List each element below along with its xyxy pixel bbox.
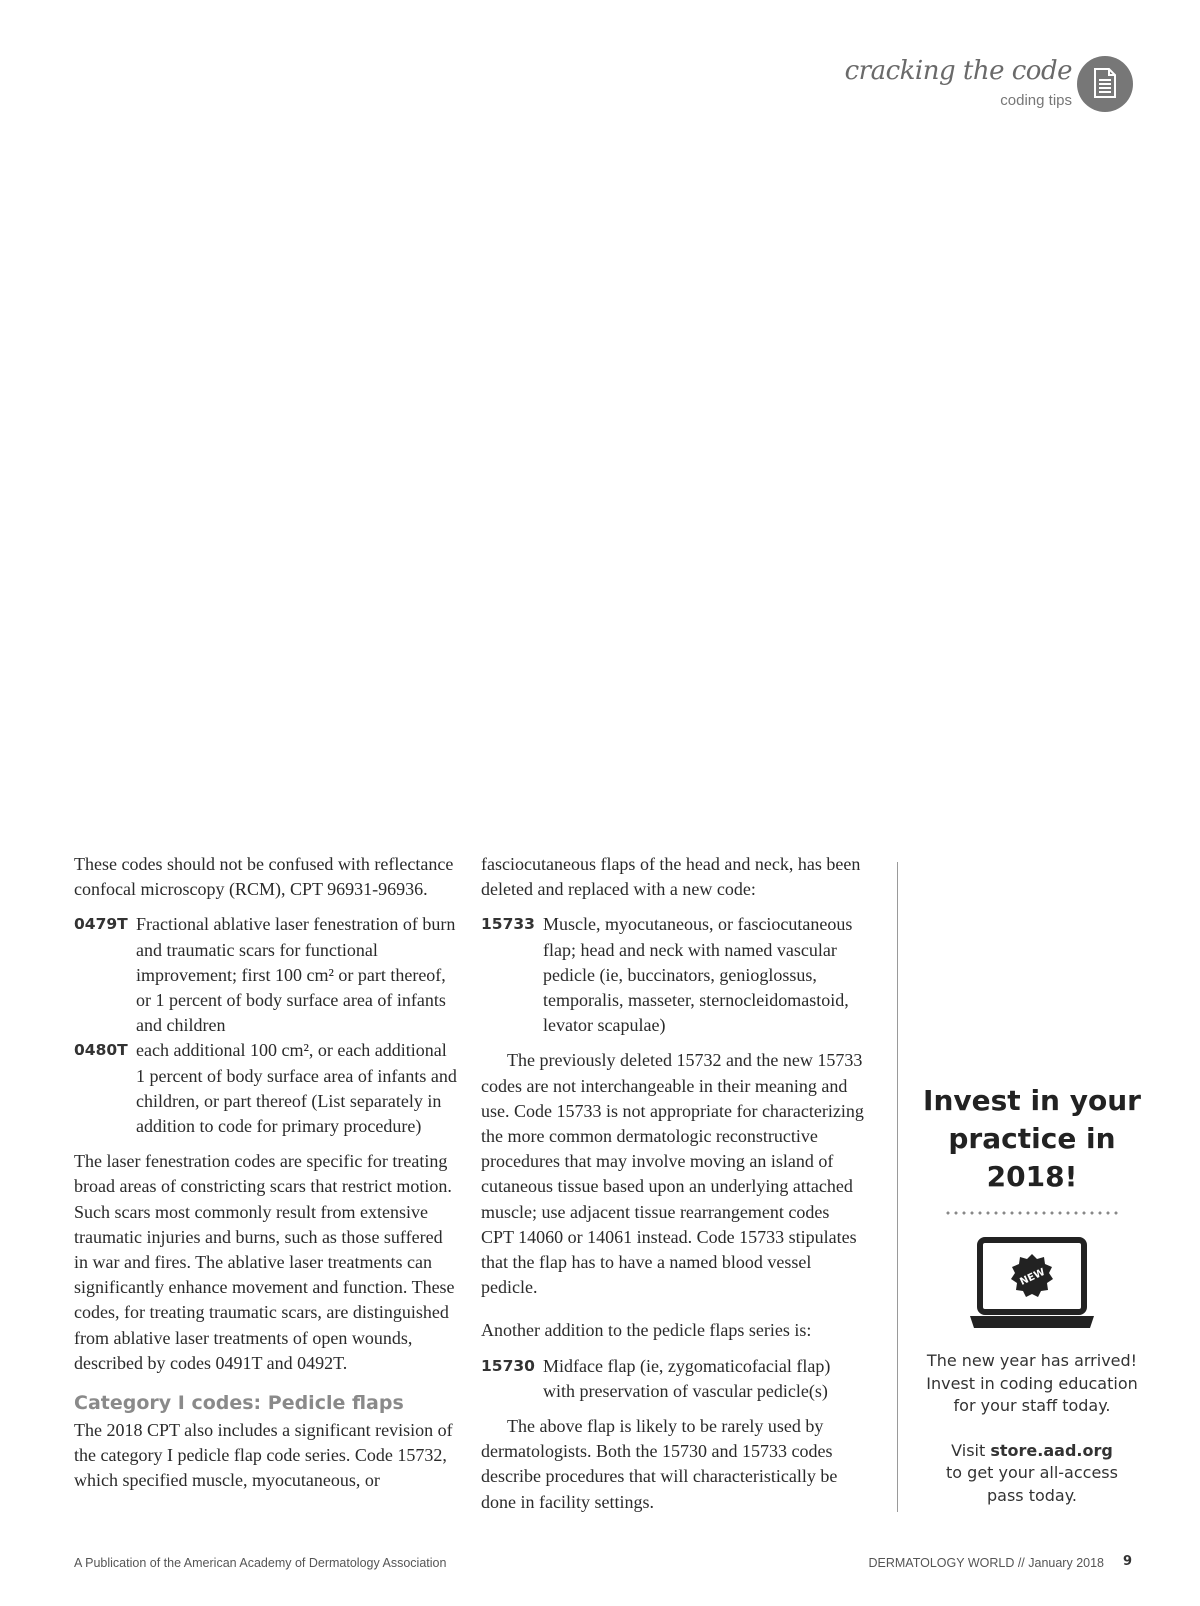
paragraph: fasciocutaneous flaps of the head and neck, has been deleted and replaced with a new code:: [481, 854, 861, 900]
section-heading: Category I codes: Pedicle flaps: [74, 1392, 404, 1415]
paragraph: The above flap is likely to be rarely used by dermatologists. Both the 15730 and 15733 codes describe procedures that will characteristically be done in facility settings.: [481, 1416, 838, 1512]
code-number: 0480T: [74, 1041, 128, 1060]
new-badge-label: NEW: [1018, 1266, 1047, 1288]
column-divider: [897, 862, 898, 1512]
document-icon: [1077, 56, 1133, 112]
code-description: Muscle, myocutaneous, or fasciocutaneous flap; head and neck with named vascular pedicle (ie, buccinators, genioglossus, temporalis, masseter, sternocleidomastoid, levator scapulae): [543, 914, 853, 1036]
dotted-divider: [944, 1210, 1120, 1216]
paragraph: The previously deleted 15732 and the new 15733 codes are not interchangeable in their meaning and use. Code 15733 is not appropriate for characterizing the more common dermatologic reconstructive procedures that may involve moving an island of cutaneous tissue based upon an underlying attached muscle; use adjacent tissue rearrangement codes CPT 14060 or 14061 instead. Code 15733 stipulates that the flap has to have a named blood vessel pedicle.: [481, 1050, 864, 1298]
ad-headline: [912, 1082, 1152, 1196]
code-number: 0479T: [74, 915, 128, 934]
ad-body: [912, 1350, 1152, 1507]
paragraph: Another addition to the pedicle flaps series is:: [481, 1320, 812, 1341]
ad-text-line: to get your all-access: [946, 1463, 1118, 1482]
ad-text-line: for your staff today.: [953, 1396, 1111, 1415]
ad-text-line: pass today.: [986, 1485, 1077, 1505]
code-entry: [481, 912, 865, 1038]
paragraph: The 2018 CPT also includes a significant revision of the category I pedicle flap code series. Code 15732, which specified muscle, myocutaneous, or: [74, 1420, 453, 1491]
store-link[interactable]: store.aad.org: [990, 1440, 1113, 1460]
footer-publication: A Publication of the American Academy of Dermatology Association: [74, 1556, 447, 1570]
code-description: Fractional ablative laser fenestration of burn and traumatic scars for functional improvement; first 100 cm² or part thereof, or 1 percent of body surface area of infants and children: [136, 914, 456, 1036]
code-number: 15730: [481, 1356, 535, 1375]
ad-text-line: The new year has arrived!: [926, 1351, 1138, 1370]
paragraph: The laser fenestration codes are specific for treating broad areas of constricting scars that restrict motion. Such scars most commonly result from extensive traumatic injuries and burns, such as those suffered in war and fires. The ablative laser treatments can significantly enhance movement and function. These codes, for treating traumatic scars, are distinguished from ablative laser treatments of open wounds, described by codes 0491T and 0492T.: [74, 1151, 455, 1373]
article-column-2: [481, 852, 865, 1525]
paragraph: These codes should not be confused with reflectance confocal microscopy (RCM), CPT 96931-96936.: [74, 854, 454, 900]
code-entry: [481, 1354, 865, 1404]
ad-headline-line: practice in: [948, 1122, 1116, 1155]
code-number: 15733: [481, 915, 535, 934]
sidebar-ad: [912, 1082, 1152, 1507]
code-description: each additional 100 cm², or each additional 1 percent of body surface area of infants and children, or part thereof (List separately in addition to code for primary procedure): [136, 1040, 457, 1137]
article-column-1: [74, 852, 459, 1504]
section-subtitle: coding tips: [1000, 92, 1072, 109]
ad-headline-line: 2018!: [986, 1160, 1078, 1193]
page-number: 9: [1122, 1554, 1132, 1569]
section-title: cracking the code: [844, 56, 1072, 86]
laptop-icon: [966, 1236, 1098, 1332]
code-entry: [74, 912, 459, 1038]
ad-text-line: Invest in coding education: [926, 1373, 1138, 1393]
code-description: Midface flap (ie, zygomaticofacial flap) with preservation of vascular pedicle(s): [543, 1355, 831, 1401]
ad-visit-line: [912, 1440, 1152, 1463]
footer-magazine: DERMATOLOGY WORLD // January 2018: [868, 1556, 1104, 1570]
ad-visit-prefix: Visit: [951, 1440, 991, 1460]
code-entry: [74, 1038, 459, 1139]
ad-headline-line: Invest in your: [923, 1084, 1141, 1117]
